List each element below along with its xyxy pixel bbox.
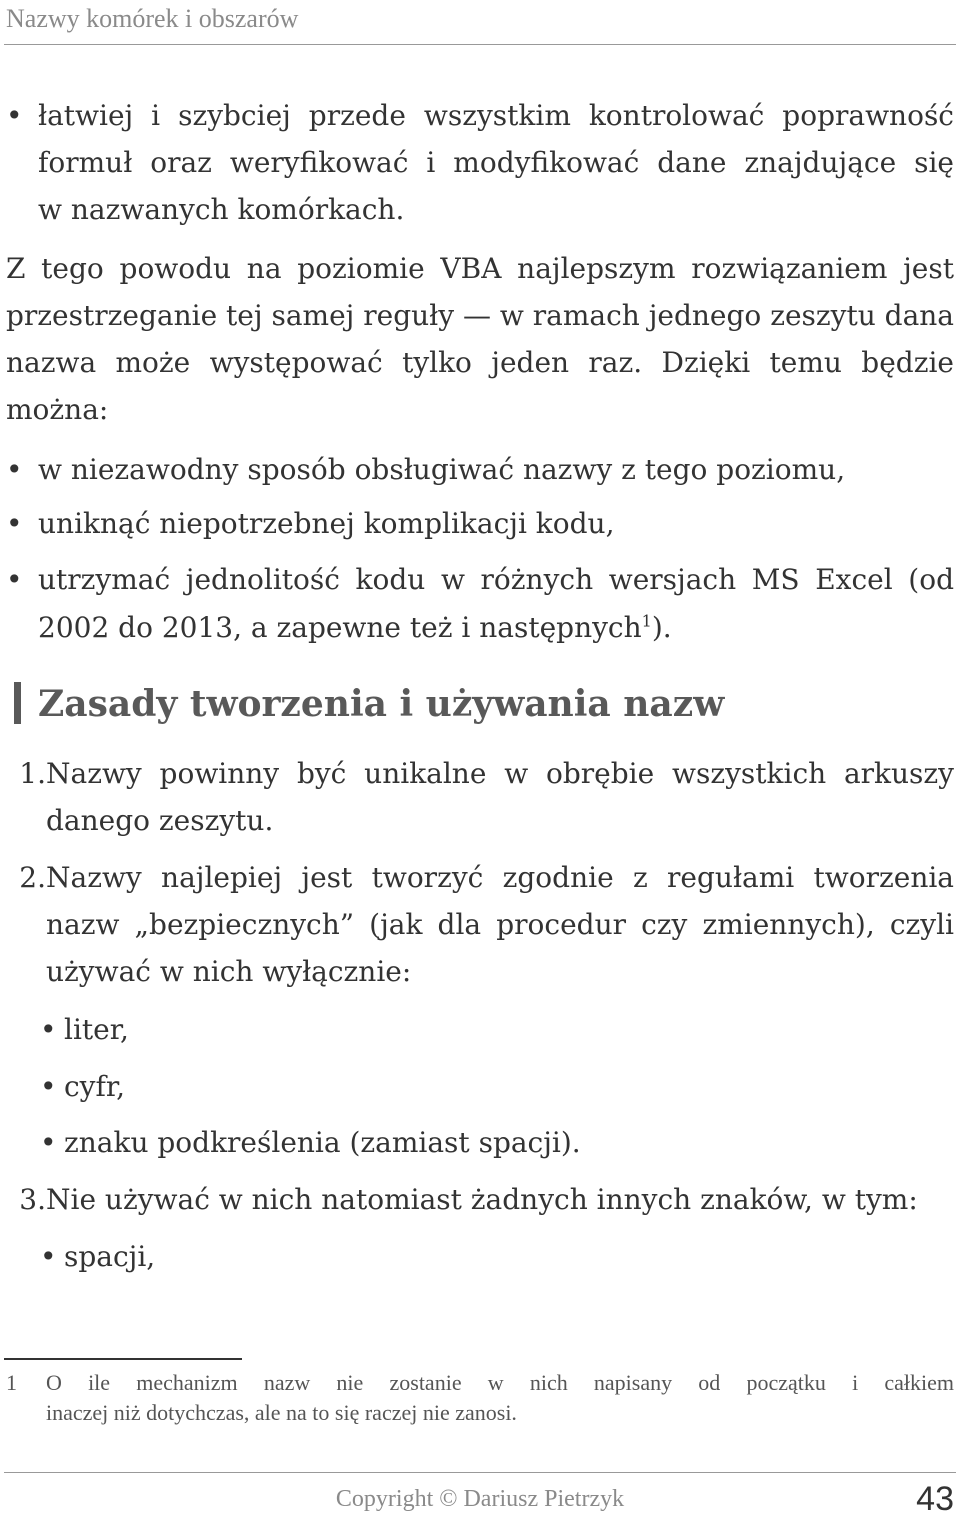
- footer-rule: [4, 1472, 956, 1473]
- list-item-text: formuł oraz weryfikować i modyfikować dane znajdujące się: [38, 146, 954, 179]
- bullet-icon: •: [6, 453, 23, 486]
- heading-bar: [14, 682, 21, 724]
- list-item-text-part: 2002 do 2013, a zapewne też i następnych: [38, 611, 642, 644]
- sub-list-item-text: spacji,: [64, 1240, 156, 1273]
- item-number: 1.: [19, 757, 46, 790]
- bullet-icon: •: [6, 563, 23, 596]
- bullet-icon: •: [6, 507, 23, 540]
- item-number: 2.: [19, 861, 46, 894]
- header-rule: [4, 44, 956, 45]
- numbered-item-text: danego zeszytu.: [46, 804, 274, 837]
- page-number: 43: [916, 1480, 954, 1518]
- bullet-icon: •: [6, 99, 23, 132]
- paragraph-line: przestrzeganie tej samej reguły — w ramach jednego zeszytu dana: [6, 299, 954, 332]
- numbered-item-text: Nazwy najlepiej jest tworzyć zgodnie z regułami tworzenia: [46, 861, 954, 894]
- footnote-ref[interactable]: 1: [641, 611, 652, 631]
- numbered-item-text: Nazwy powinny być unikalne w obrębie wszystkich arkuszy: [46, 757, 954, 790]
- list-item-text-part: ).: [651, 611, 672, 644]
- sub-list-item-text: znaku podkreślenia (zamiast spacji).: [64, 1126, 581, 1159]
- bullet-icon: •: [40, 1070, 57, 1103]
- footnote-rule: [4, 1358, 242, 1360]
- numbered-item-text: nazw „bezpiecznych” (jak dla procedur czy zmiennych), czyli: [46, 908, 954, 941]
- paragraph-line: można:: [6, 393, 109, 426]
- bullet-icon: •: [40, 1013, 57, 1046]
- footer-copyright: Copyright © Dariusz Pietrzyk: [335, 1486, 625, 1512]
- footnote-text-line2: inaczej niż dotychczas, ale na to się raczej nie zanosi.: [46, 1400, 517, 1425]
- footnote-text-line1: O ile mechanizm nazw nie zostanie w nich napisany od początku i całkiem: [46, 1370, 954, 1395]
- sub-list-item-text: cyfr,: [64, 1070, 126, 1103]
- footnote-number: 1: [6, 1370, 17, 1395]
- numbered-item-text: używać w nich wyłącznie:: [46, 955, 412, 988]
- numbered-item-text: Nie używać w nich natomiast żadnych innych znaków, w tym:: [46, 1183, 918, 1216]
- bullet-icon: •: [40, 1240, 57, 1273]
- paragraph-line: nazwa może występować tylko jeden raz. Dzięki temu będzie: [6, 346, 954, 379]
- paragraph-line: Z tego powodu na poziomie VBA najlepszym rozwiązaniem jest: [6, 252, 954, 285]
- list-item-text: utrzymać jednolitość kodu w różnych wersjach MS Excel (od: [38, 563, 954, 596]
- list-item-text: łatwiej i szybciej przede wszystkim kontrolować poprawność: [38, 99, 954, 132]
- sub-list-item-text: liter,: [64, 1013, 129, 1046]
- list-item-text: w nazwanych komórkach.: [38, 193, 405, 226]
- list-item-text: w niezawodny sposób obsługiwać nazwy z tego poziomu,: [38, 453, 846, 486]
- running-header: Nazwy komórek i obszarów: [6, 4, 299, 33]
- item-number: 3.: [19, 1183, 46, 1216]
- list-item-text: [38, 604, 954, 651]
- list-item-text: uniknąć niepotrzebnej komplikacji kodu,: [38, 507, 615, 540]
- section-heading-text: Zasady tworzenia i używania nazw: [38, 683, 725, 725]
- bullet-icon: •: [40, 1126, 57, 1159]
